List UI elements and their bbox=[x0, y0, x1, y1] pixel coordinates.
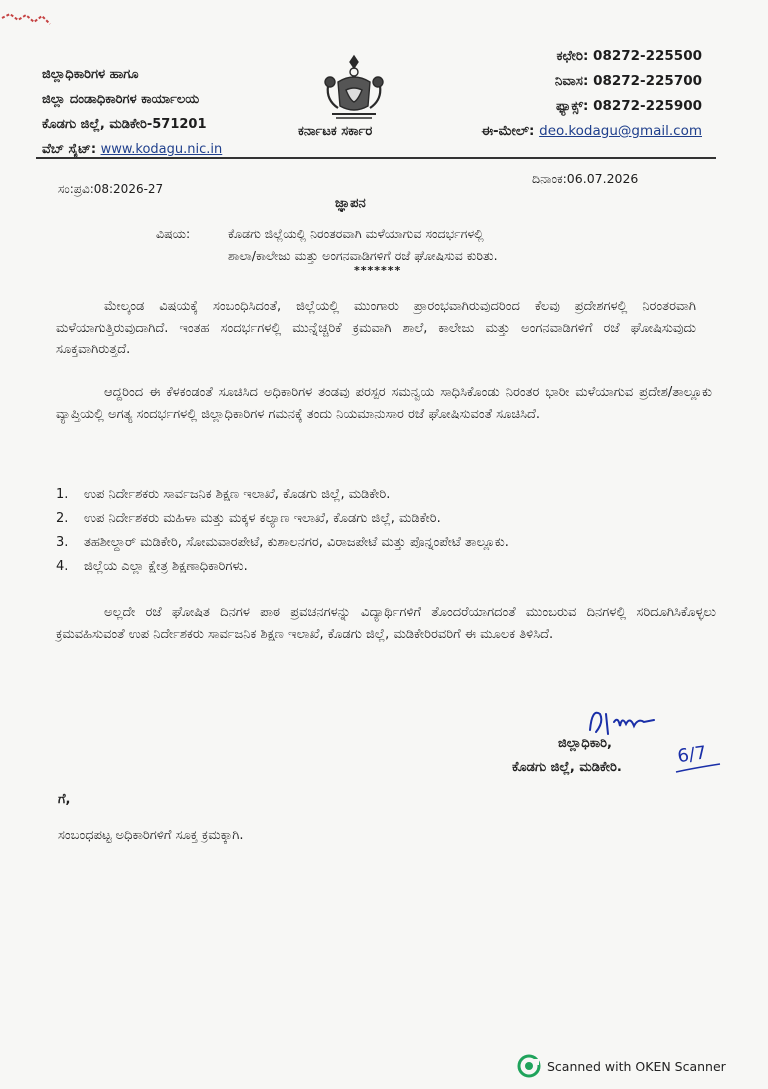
contact-block bbox=[452, 44, 702, 144]
scanner-logo-icon bbox=[517, 1054, 541, 1078]
reference-number: ಸಂ:ಪ್ರವಿ:08:2026-27 bbox=[58, 182, 164, 196]
list-item-number: 1. bbox=[56, 487, 69, 502]
corner-pin-mark bbox=[0, 0, 60, 40]
list-item-number: 2. bbox=[56, 511, 69, 526]
office-phone: ಕಛೇರಿ: 08272-225500 bbox=[556, 48, 702, 64]
list-item-text: ಉಪ ನಿರ್ದೇಶಕರು ಮಹಿಳಾ ಮತ್ತು ಮಕ್ಕಳ ಕಲ್ಯಾಣ ಇಲಾಖೆ, ಕೊಡಗು ಜಿಲ್ಲೆ, ಮಡಿಕೇರಿ. bbox=[84, 511, 441, 526]
list-item bbox=[56, 532, 696, 554]
memo-date: ದಿನಾಂಕ:06.07.2026 bbox=[532, 171, 639, 186]
office-line-2: ಜಿಲ್ಲಾ ದಂಡಾಧಿಕಾರಿಗಳ ಕಾರ್ಯಾಲಯ bbox=[42, 92, 200, 107]
signatory-district: ಕೊಡಗು ಜಿಲ್ಲೆ, ಮಡಿಕೇರಿ. bbox=[512, 760, 622, 775]
scanner-badge bbox=[517, 1054, 726, 1078]
karnataka-emblem-icon bbox=[318, 52, 390, 124]
list-item bbox=[56, 508, 696, 530]
email-label: ಈ-ಮೇಲ್: bbox=[481, 123, 535, 139]
paragraph-2-text: ಆದ್ದರಿಂದ ಈ ಕೆಳಕಂಡಂತೆ ಸೂಚಿಸಿದ ಅಧಿಕಾರಿಗಳ ತಂಡವು ಪರಸ್ಪರ ಸಮನ್ವಯ ಸಾಧಿಸಿಕೊಂಡು ನಿರಂತರ ಭಾರೀ ಮಳೆಯಾಗುವ ಪ್ರದೇಶ/ತಾಲ್ಲೂಕು ವ್ಯಾಪ್ತಿಯಲ್ಲಿ ಅಗತ್ಯ ಸಂದರ್ಭಗಳಲ್ಲಿ ಜಿಲ್ಲಾಧಿಕಾರಿಗಳ ಗಮನಕ್ಕೆ ತಂದು ನಿಯಮಾನುಸಾರ ರಜೆ ಘೋಷಿಸುವಂತೆ ಸೂಚಿಸಿದೆ. bbox=[56, 385, 712, 422]
paragraph-1-text: ಮೇಲ್ಕಂಡ ವಿಷಯಕ್ಕೆ ಸಂಬಂಧಿಸಿದಂತೆ, ಜಿಲ್ಲೆಯಲ್ಲಿ ಮುಂಗಾರು ಪ್ರಾರಂಭವಾಗಿರುವುದರಿಂದ ಕೆಲವು ಪ್ರದೇಶಗಳಲ್ಲಿ ನಿರಂತರವಾಗಿ ಮಳೆಯಾಗುತ್ತಿರುವುದಾಗಿದೆ. ಇಂತಹ ಸಂದರ್ಭಗಳಲ್ಲಿ ಮುನ್ನೆಚ್ಚರಿಕೆ ಕ್ರಮವಾಗಿ ಶಾಲೆ, ಕಾಲೇಜು ಮತ್ತು ಅಂಗನವಾಡಿಗಳಿಗೆ ರಜೆ ಘೋಷಿಸುವುದು ಸೂಕ್ತವಾಗಿರುತ್ತದೆ. bbox=[56, 299, 696, 357]
list-item bbox=[56, 556, 696, 578]
body-paragraph-3 bbox=[56, 602, 716, 645]
subject-label: ವಿಷಯ: bbox=[156, 226, 191, 241]
recipient-label: ಗೆ, bbox=[58, 792, 71, 807]
paragraph-3-text: ಅಲ್ಲದೇ ರಜೆ ಘೋಷಿತ ದಿನಗಳ ಪಾಠ ಪ್ರವಚನಗಳನ್ನು ವಿದ್ಯಾರ್ಥಿಗಳಿಗೆ ತೊಂದರೆಯಾಗದಂತೆ ಮುಂಬರುವ ದಿನಗಳಲ್ಲಿ ಸರಿದೂಗಿಸಿಕೊಳ್ಳಲು ಕ್ರಮವಹಿಸುವಂತೆ ಉಪ ನಿರ್ದೇಶಕರು ಸಾರ್ವಜನಿಕ ಶಿಕ್ಷಣ ಇಲಾಖೆ, ಕೊಡಗು ಜಿಲ್ಲೆ, ಮಡಿಕೇರಿರವರಿಗೆ ಈ ಮೂಲಕ ತಿಳಿಸಿದೆ. bbox=[56, 605, 716, 642]
list-item-text: ಜಿಲ್ಲೆಯ ಎಲ್ಲಾ ಕ್ಷೇತ್ರ ಶಿಕ್ಷಣಾಧಿಕಾರಿಗಳು. bbox=[84, 559, 248, 574]
handwritten-date-text: 6/7 bbox=[676, 742, 708, 768]
subject-line-2: ಶಾಲಾ/ಕಾಲೇಜು ಮತ್ತು ಅಂಗನವಾಡಿಗಳಿಗೆ ರಜೆ ಘೋಷಿಸುವ ಕುರಿತು. bbox=[228, 248, 498, 263]
residence-phone: ನಿವಾಸ: 08272-225700 bbox=[554, 73, 702, 89]
government-label: ಕರ್ನಾಟಕ ಸರ್ಕಾರ bbox=[298, 124, 373, 139]
subject-line-1: ಕೊಡಗು ಜಿಲ್ಲೆಯಲ್ಲಿ ನಿರಂತರವಾಗಿ ಮಳೆಯಾಗುವ ಸಂದರ್ಭಗಳಲ್ಲಿ bbox=[228, 226, 484, 241]
list-item-number: 3. bbox=[56, 535, 69, 550]
list-item-number: 4. bbox=[56, 559, 69, 574]
body-paragraph-1 bbox=[56, 296, 696, 361]
list-item bbox=[56, 484, 696, 506]
body-paragraph-2 bbox=[56, 382, 712, 425]
scanner-badge-text: Scanned with OKEN Scanner bbox=[547, 1058, 726, 1074]
website-label: ವೆಬ್ ಸೈಟ್: bbox=[42, 142, 97, 157]
header-divider bbox=[36, 157, 716, 159]
list-item-text: ಉಪ ನಿರ್ದೇಶಕರು ಸಾರ್ವಜನಿಕ ಶಿಕ್ಷಣ ಇಲಾಖೆ, ಕೊಡಗು ಜಿಲ್ಲೆ, ಮಡಿಕೇರಿ. bbox=[84, 487, 391, 502]
separator-stars: ******* bbox=[354, 264, 402, 277]
signature-scribble bbox=[584, 704, 694, 738]
office-line-3: ಕೊಡಗು ಜಿಲ್ಲೆ, ಮಡಿಕೇರಿ-571201 bbox=[42, 117, 207, 132]
officers-list bbox=[56, 484, 696, 580]
office-line-1: ಜಿಲ್ಲಾಧಿಕಾರಿಗಳ ಹಾಗೂ bbox=[42, 67, 139, 82]
email-link[interactable]: deo.kodagu@gmail.com bbox=[539, 123, 702, 139]
signatory-designation: ಜಿಲ್ಲಾಧಿಕಾರಿ, bbox=[558, 736, 612, 751]
office-address-block bbox=[42, 62, 222, 162]
email-row bbox=[452, 119, 702, 144]
website-link[interactable]: www.kodagu.nic.in bbox=[100, 142, 223, 157]
fax-number: ಫ್ಯಾಕ್ಸ್: 08272-225900 bbox=[555, 98, 702, 114]
handwritten-date bbox=[674, 738, 724, 778]
recipient-text: ಸಂಬಂಧಪಟ್ಟ ಅಧಿಕಾರಿಗಳಿಗೆ ಸೂಕ್ತ ಕ್ರಮಕ್ಕಾಗಿ. bbox=[58, 828, 244, 843]
memo-title: ಜ್ಞಾಪನ bbox=[335, 196, 366, 211]
list-item-text: ತಹಶೀಲ್ದಾರ್ ಮಡಿಕೇರಿ, ಸೋಮವಾರಪೇಟೆ, ಕುಶಾಲನಗರ, ವಿರಾಜಪೇಟೆ ಮತ್ತು ಪೊನ್ನಂಪೇಟೆ ತಾಲ್ಲೂಕು. bbox=[84, 535, 509, 550]
